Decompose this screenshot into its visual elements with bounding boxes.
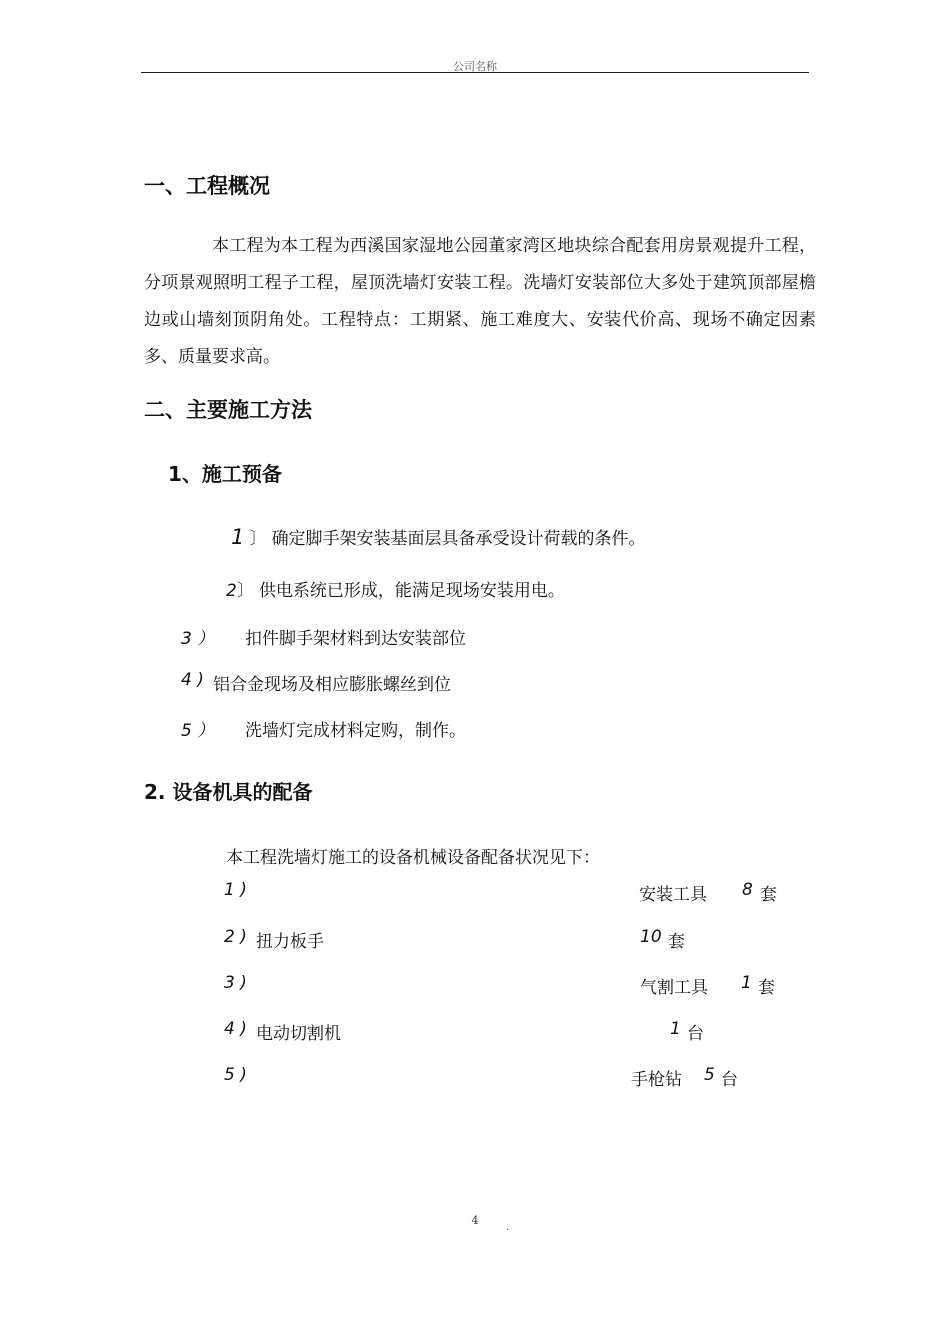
equipment-item-name: 扭力板手 bbox=[256, 932, 324, 952]
section-1-paragraph: 本工程为本工程为西溪国家湿地公园董家湾区地块综合配套用房景观提升工程，分项景观照明工程子工程，屋顶洗墙灯安装工程。洗墙灯安装部位大多处于建筑顶部屋檐边或山墙刻顶阴角处。工程特点：工期紧、施工难度大、安装代价高、现场不确定因素多、质量要求高。 bbox=[144, 236, 816, 367]
header-company-name: 公司名称 bbox=[453, 60, 497, 73]
equipment-item-name: 气割工具 bbox=[640, 978, 708, 998]
equipment-item-unit: 台 bbox=[721, 1070, 738, 1090]
prep-item-2 bbox=[226, 576, 565, 601]
subsection-1-title: 1、施工预备 bbox=[168, 462, 282, 486]
prep-item-number: 2 bbox=[226, 581, 237, 601]
subsection-2-title: 2. 设备机具的配备 bbox=[144, 780, 313, 804]
equipment-item-number: 3 ) bbox=[224, 973, 247, 993]
footer-dot: . bbox=[506, 1222, 510, 1233]
prep-item-separator: 〕 bbox=[236, 581, 254, 601]
section-2-title: 二、主要施工方法 bbox=[144, 397, 312, 422]
equipment-item-number: 5 ) bbox=[224, 1065, 247, 1085]
equipment-item-qty: 5 bbox=[704, 1065, 715, 1085]
equipment-item-name: 安装工具 bbox=[639, 885, 707, 905]
header-rule bbox=[141, 72, 809, 73]
equipment-item-number: 4 ) bbox=[224, 1019, 247, 1039]
prep-item-number: 1 bbox=[231, 525, 245, 549]
prep-item-text: 铝合金现场及相应膨胀螺丝到位 bbox=[213, 675, 451, 695]
prep-item-text: 供电系统已形成，能满足现场安装用电。 bbox=[258, 581, 565, 601]
prep-item-1 bbox=[231, 524, 646, 549]
equipment-item-qty: 1 bbox=[670, 1019, 681, 1039]
equipment-item-number: 2 ) bbox=[224, 927, 247, 947]
prep-item-number: 4 ) bbox=[181, 670, 204, 690]
prep-item-text: 确定脚手架安装基面层具备承受设计荷载的条件。 bbox=[271, 529, 646, 549]
equipment-item-qty: 8 bbox=[742, 880, 753, 900]
prep-item-text: 洗墙灯完成材料定购，制作。 bbox=[245, 721, 466, 741]
prep-item-text: 扣件脚手架材料到达安装部位 bbox=[245, 629, 466, 649]
equipment-item-unit: 套 bbox=[760, 885, 777, 905]
equipment-item-name: 电动切割机 bbox=[256, 1024, 341, 1044]
prep-item-separator: 〕 bbox=[249, 529, 267, 549]
equipment-item-qty: 1 bbox=[741, 973, 752, 993]
footer-page-number: 4 bbox=[471, 1214, 479, 1227]
equipment-item-unit: 套 bbox=[668, 932, 685, 952]
equipment-item-qty: 10 bbox=[640, 927, 662, 947]
equipment-item-number: 1 ) bbox=[224, 880, 247, 900]
section-1-title: 一、工程概况 bbox=[144, 173, 270, 198]
equipment-item-unit: 套 bbox=[758, 978, 775, 998]
prep-item-number: 3 ） bbox=[181, 629, 215, 649]
prep-item-number: 5 ） bbox=[181, 721, 215, 741]
equipment-intro: 本工程洗墙灯施工的设备机械设备配备状况见下： bbox=[226, 848, 600, 868]
equipment-item-name: 手枪钻 bbox=[631, 1070, 682, 1090]
equipment-item-unit: 台 bbox=[687, 1024, 704, 1044]
